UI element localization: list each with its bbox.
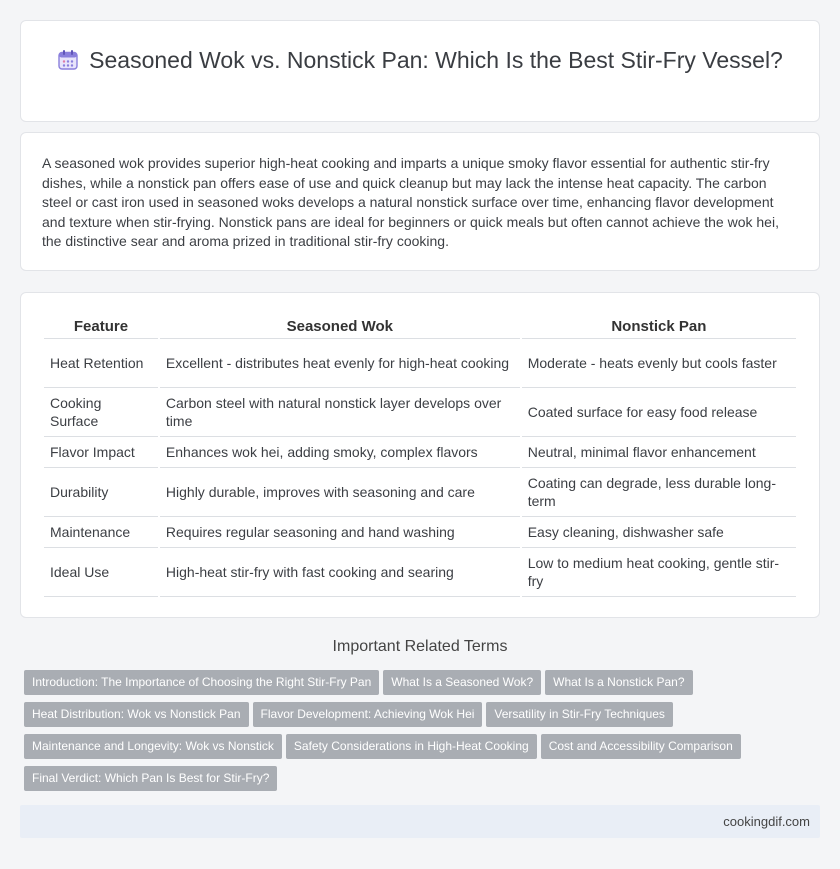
- feature-cell: Maintenance: [44, 517, 158, 548]
- table-row: [44, 339, 796, 388]
- feature-cell: Durability: [44, 468, 158, 517]
- nonstick-cell: Coating can degrade, less durable long-term: [522, 468, 796, 517]
- calendar-icon: [57, 49, 79, 71]
- wok-cell: Highly durable, improves with seasoning and care: [160, 468, 520, 517]
- header-nonstick-pan: Nonstick Pan: [522, 317, 796, 339]
- table-row: [44, 548, 796, 597]
- related-tag[interactable]: Introduction: The Importance of Choosing the Right Stir-Fry Pan: [24, 670, 379, 695]
- feature-cell: Cooking Surface: [44, 388, 158, 437]
- feature-cell: Ideal Use: [44, 548, 158, 597]
- related-tag[interactable]: Heat Distribution: Wok vs Nonstick Pan: [24, 702, 249, 727]
- nonstick-cell: Moderate - heats evenly but cools faster: [522, 339, 796, 388]
- tag-row: [24, 766, 784, 798]
- title-card: [20, 20, 820, 122]
- tag-row: [24, 734, 784, 766]
- wok-cell: Carbon steel with natural nonstick layer develops over time: [160, 388, 520, 437]
- table-row: [44, 517, 796, 548]
- header-feature: Feature: [44, 317, 158, 339]
- intro-paragraph: A seasoned wok provides superior high-heat cooking and imparts a unique smoky flavor essential for authentic stir-fry dishes, while a nonstick pan offers ease of use and quick cleanup but may lack the intense heat capacity. The carbon steel or cast iron used in seasoned woks develops a natural nonstick surface over time, enhancing flavor development and texture when stir-frying. Nonstick pans are ideal for beginners or quick meals but often cannot achieve the wok hei, the distinctive sear and aroma prized in traditional stir-fry cooking.: [42, 155, 779, 249]
- related-tag[interactable]: Versatility in Stir-Fry Techniques: [486, 702, 673, 727]
- wok-cell: Excellent - distributes heat evenly for high-heat cooking: [160, 339, 520, 388]
- site-name[interactable]: cookingdif.com: [723, 814, 810, 829]
- table-row: [44, 388, 796, 437]
- nonstick-cell: Low to medium heat cooking, gentle stir-fry: [522, 548, 796, 597]
- page-title-wrap: [21, 45, 819, 75]
- header-seasoned-wok: Seasoned Wok: [160, 317, 520, 339]
- related-tag[interactable]: Safety Considerations in High-Heat Cooking: [286, 734, 537, 759]
- related-tag[interactable]: What Is a Nonstick Pan?: [545, 670, 692, 695]
- comparison-card: [20, 292, 820, 618]
- comparison-table: [42, 317, 798, 597]
- related-terms-list: [24, 670, 784, 798]
- wok-cell: Requires regular seasoning and hand washing: [160, 517, 520, 548]
- related-tag[interactable]: Final Verdict: Which Pan Is Best for Stir-Fry?: [24, 766, 277, 791]
- table-row: [44, 437, 796, 468]
- wok-cell: High-heat stir-fry with fast cooking and searing: [160, 548, 520, 597]
- nonstick-cell: Neutral, minimal flavor enhancement: [522, 437, 796, 468]
- related-tag[interactable]: Cost and Accessibility Comparison: [541, 734, 741, 759]
- wok-cell: Enhances wok hei, adding smoky, complex flavors: [160, 437, 520, 468]
- tag-row: [24, 702, 784, 734]
- related-tag[interactable]: What Is a Seasoned Wok?: [383, 670, 541, 695]
- nonstick-cell: Easy cleaning, dishwasher safe: [522, 517, 796, 548]
- nonstick-cell: Coated surface for easy food release: [522, 388, 796, 437]
- feature-cell: Heat Retention: [44, 339, 158, 388]
- table-header-row: [44, 317, 796, 339]
- related-tag[interactable]: Flavor Development: Achieving Wok Hei: [253, 702, 483, 727]
- page-title: Seasoned Wok vs. Nonstick Pan: Which Is the Best Stir-Fry Vessel?: [89, 47, 783, 73]
- feature-cell: Flavor Impact: [44, 437, 158, 468]
- tag-row: [24, 670, 784, 702]
- intro-card: [20, 132, 820, 271]
- table-row: [44, 468, 796, 517]
- footer-bar: [20, 805, 820, 838]
- related-tag[interactable]: Maintenance and Longevity: Wok vs Nonstick: [24, 734, 282, 759]
- related-terms-heading: Important Related Terms: [332, 638, 508, 655]
